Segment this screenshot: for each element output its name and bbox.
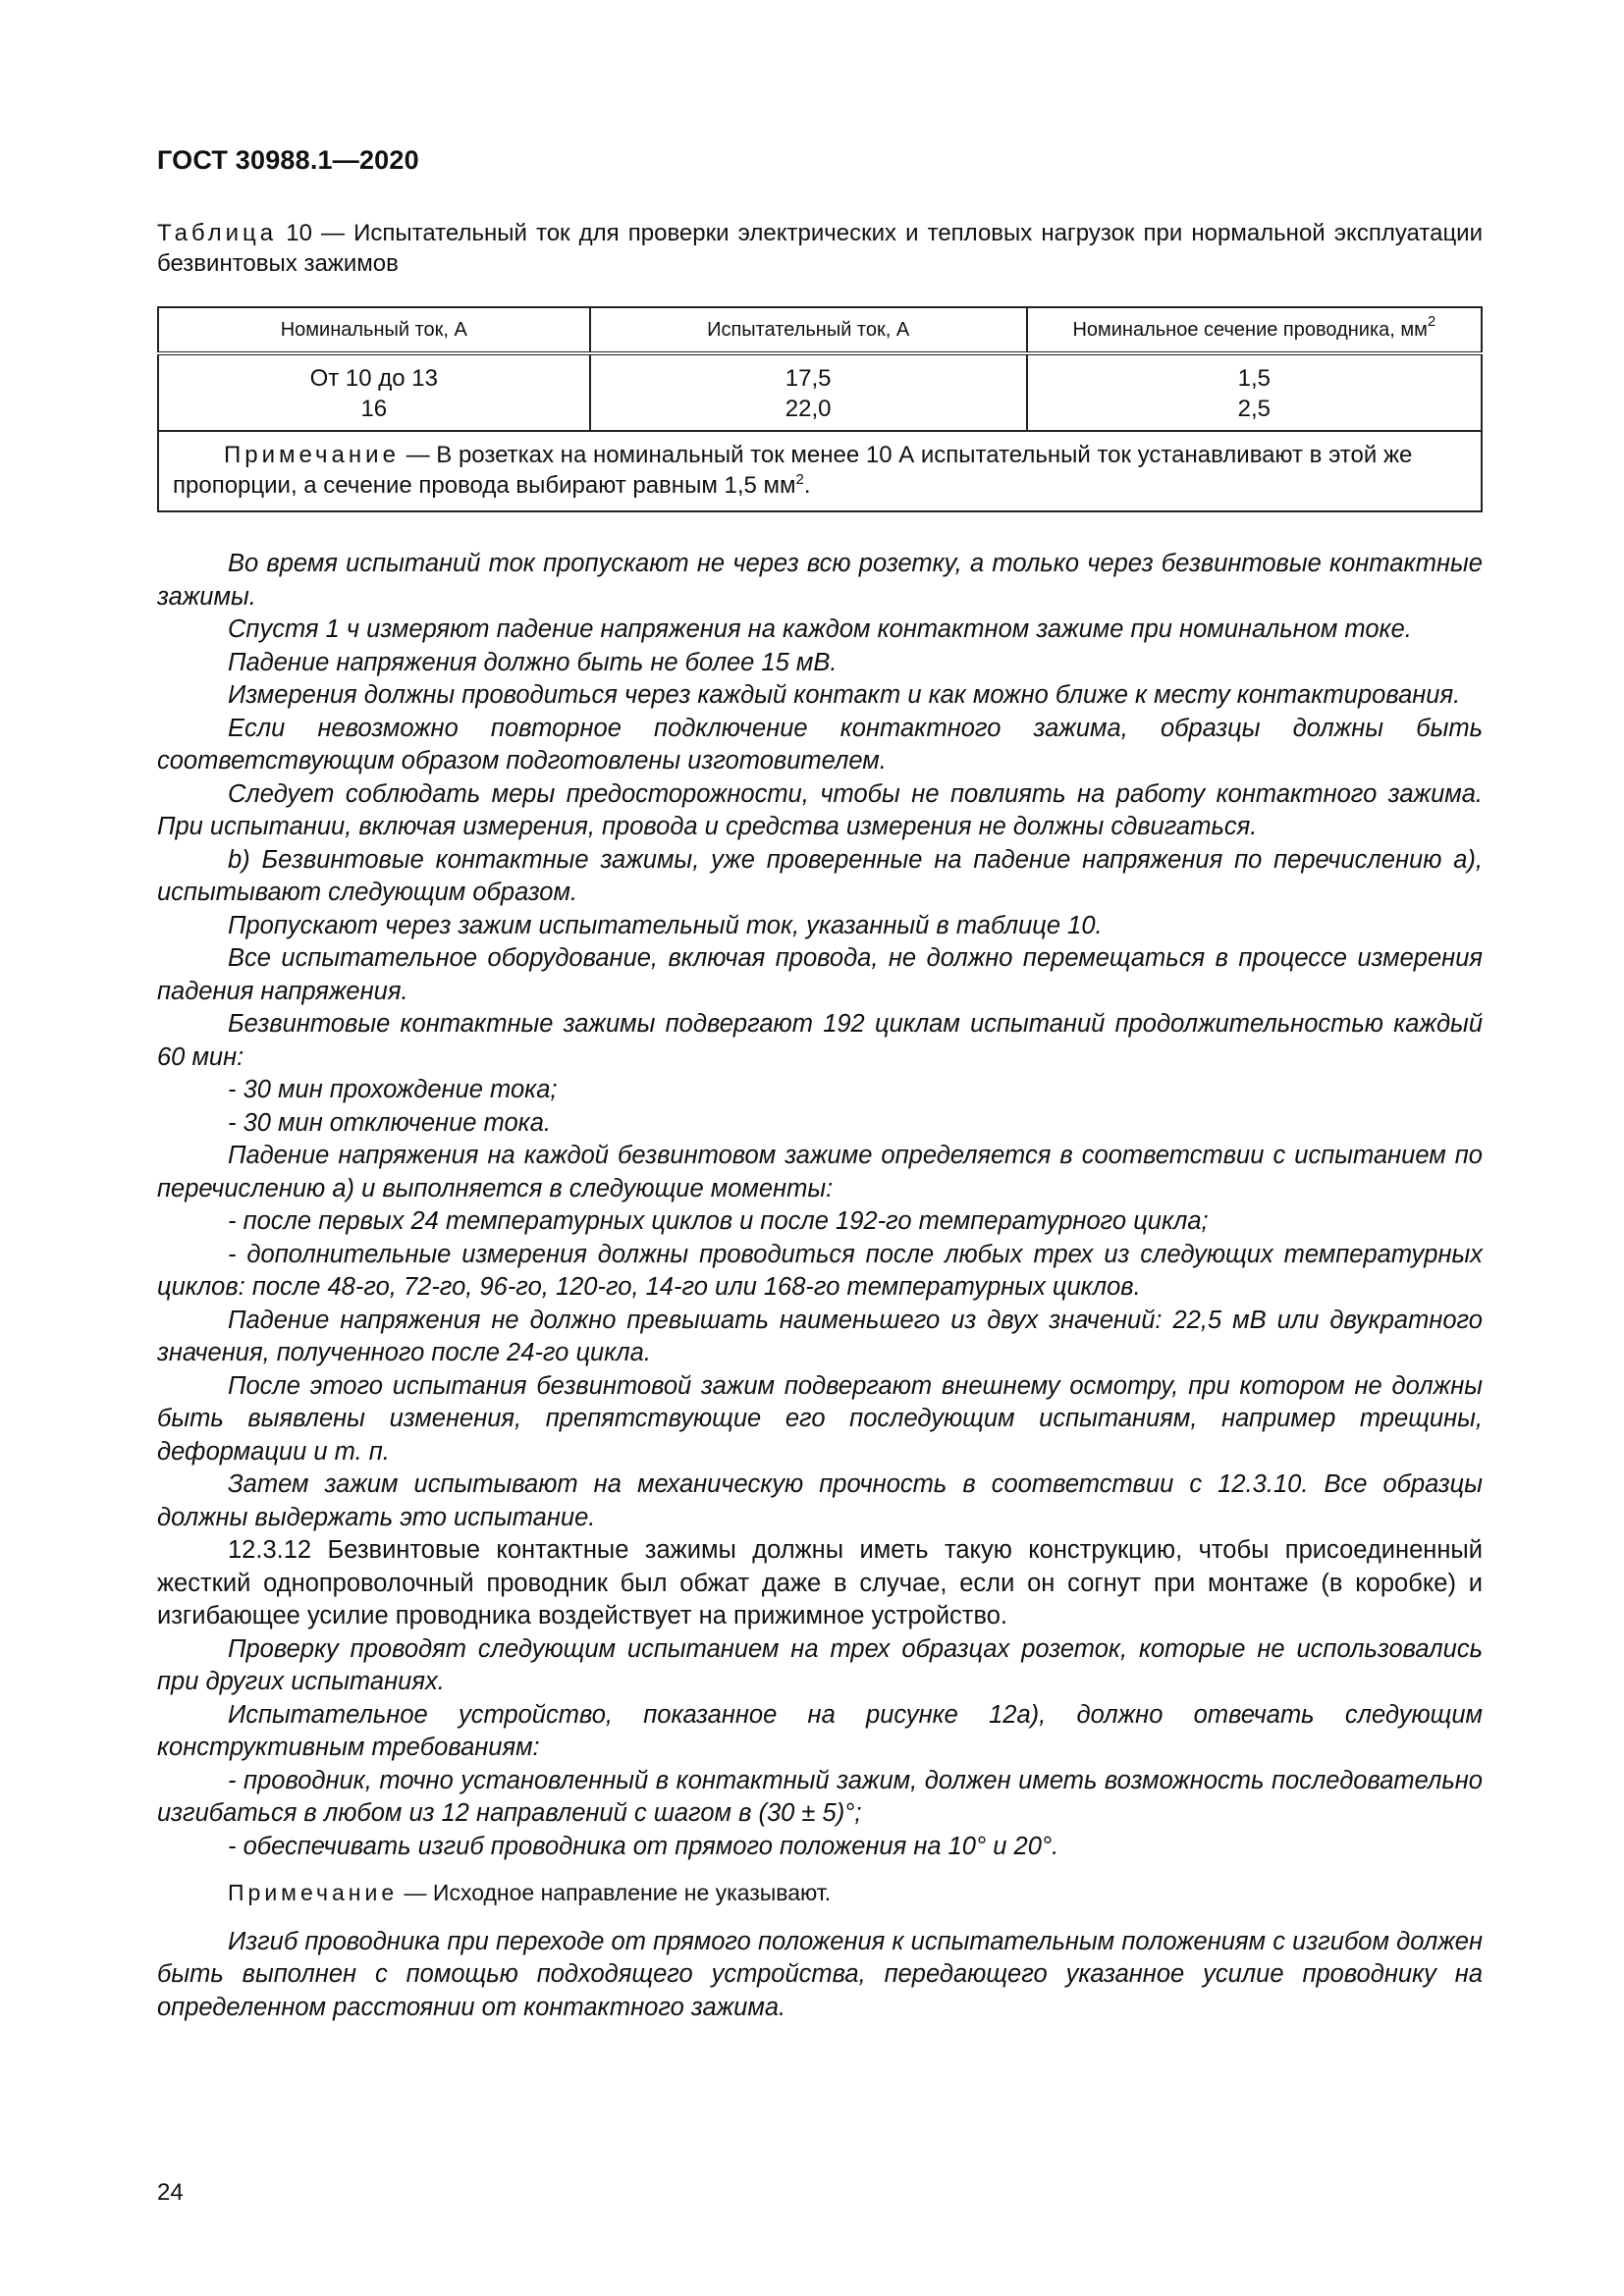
paragraph: Спустя 1 ч измеряют падение напряжения на каждом контактном зажиме при номинальном токе. <box>228 615 1412 643</box>
col-header-test-current: Испытательный ток, А <box>590 307 1027 353</box>
paragraph: Все испытательное оборудование, включая провода, не должно перемещаться в процессе измерения падения напряжения. <box>157 944 1483 1005</box>
paragraph: Проверку проводят следующим испытанием на трех образцах розеток, которые не использовались при других испытаниях. <box>157 1634 1483 1695</box>
table-note-text: — В розетках на номинальный ток менее 10 А испытательный ток устанавливают в этой же пропорции, а сечение провода выбирают равным 1,5 мм <box>173 442 1413 499</box>
paragraph: Падение напряжения на каждой безвинтовом зажиме определяется в соответствии с испытанием по перечислению а) и выполняется в следующие моменты: <box>157 1142 1483 1202</box>
table-cell: 17,5 <box>785 365 832 392</box>
table-header-row <box>158 307 1482 353</box>
table-cell: 2,5 <box>1237 396 1272 422</box>
table-caption-text: 10 — Испытательный ток для проверки электрических и тепловых нагрузок при нормальной эксплуатации безвинтовых зажимов <box>157 220 1483 277</box>
col-header-cross-section-text: Номинальное сечение проводника, мм <box>1072 318 1428 341</box>
col-header-cross-section-sup: 2 <box>1427 312 1436 330</box>
table-cell: 16 <box>360 396 388 422</box>
table-note-row <box>158 431 1482 511</box>
cell-cross-section <box>1027 353 1482 431</box>
col-header-cross-section <box>1027 307 1482 353</box>
table-caption-label: Таблица <box>157 220 278 246</box>
paragraph: Затем зажим испытывают на механическую прочность в соответствии с 12.3.10. Все образцы должны выдержать это испытание. <box>157 1470 1483 1531</box>
note-paragraph <box>157 1877 1483 1910</box>
list-item: - проводник, точно установленный в контактный зажим, должен иметь возможность последовательно изгибаться в любом из 12 направлений с шагом в (30 ± 5)°; <box>157 1766 1483 1827</box>
table-note-label: Примечание <box>224 442 400 468</box>
table-note-end: . <box>803 472 811 499</box>
paragraph: Измерения должны проводиться через каждый контакт и как можно ближе к месту контактирования. <box>228 681 1461 709</box>
table-cell: 22,0 <box>785 396 832 422</box>
paragraph: Испытательное устройство, показанное на рисунке 12а), должно отвечать следующим конструктивным требованиям: <box>157 1700 1483 1761</box>
col-header-rated-current: Номинальный ток, А <box>158 307 590 353</box>
table-caption <box>157 218 1483 279</box>
note-label: Примечание <box>228 1880 399 1905</box>
clause-12-3-12: 12.3.12 Безвинтовые контактные зажимы должны иметь такую конструкцию, чтобы присоединенный жесткий однопроволочный проводник был обжат даже в случае, если он согнут при монтаже (в коробке) и изгибающее усилие проводника воздействует на прижимное устройство. <box>157 1536 1483 1629</box>
note-text: — Исходное направление не указывают. <box>404 1880 832 1905</box>
table-note <box>158 431 1482 511</box>
paragraph: После этого испытания безвинтовой зажим подвергают внешнему осмотру, при котором не должны быть выявлены изменения, препятствующие его последующим испытаниям, например трещины, деформации и т. п. <box>157 1371 1483 1466</box>
document-code: ГОСТ 30988.1—2020 <box>157 145 419 175</box>
paragraph: Во время испытаний ток пропускают не через всю розетку, а только через безвинтовые контактные зажимы. <box>157 550 1483 611</box>
paragraph: Если невозможно повторное подключение контактного зажима, образцы должны быть соответствующим образом подготовлены изготовителем. <box>157 714 1483 774</box>
list-item: - 30 мин отключение тока. <box>228 1108 551 1137</box>
test-current-table <box>157 306 1483 512</box>
list-item: - обеспечивать изгиб проводника от прямого положения на 10° и 20°. <box>228 1832 1059 1860</box>
paragraph: Пропускают через зажим испытательный ток, указанный в таблице 10. <box>228 911 1103 939</box>
table-note-sup: 2 <box>795 471 804 488</box>
table-body-row <box>158 353 1482 431</box>
list-item: - дополнительные измерения должны проводиться после любых трех из следующих температурных циклов: после 48-го, 72-го, 96-го, 120-го, 14-го или 168-го температурных циклов. <box>157 1240 1483 1301</box>
list-item: - после первых 24 температурных циклов и после 192-го температурного цикла; <box>228 1207 1209 1235</box>
page-number: 24 <box>157 2179 184 2206</box>
paragraph: Падение напряжения не должно превышать наименьшего из двух значений: 22,5 мВ или двукратного значения, полученного после 24-го цикла. <box>157 1306 1483 1366</box>
paragraph: Падение напряжения должно быть не более 15 мВ. <box>228 648 838 676</box>
cell-rated-current <box>158 353 590 431</box>
main-text <box>157 548 1483 2024</box>
paragraph: Следует соблюдать меры предосторожности, чтобы не повлиять на работу контактного зажима. При испытании, включая измерения, провода и средства измерения не должны сдвигаться. <box>157 779 1483 840</box>
paragraph: Изгиб проводника при переходе от прямого положения к испытательным положениям с изгибом должен быть выполнен с помощью подходящего устройства, передающего указанное усилие проводнику на определенном расстоянии от контактного зажима. <box>157 1927 1483 2021</box>
paragraph: Безвинтовые контактные зажимы подвергают 192 циклам испытаний продолжительностью каждый 60 мин: <box>157 1010 1483 1071</box>
cell-test-current <box>590 353 1027 431</box>
list-item: - 30 мин прохождение тока; <box>228 1076 558 1103</box>
table-cell: От 10 до 13 <box>309 365 438 392</box>
paragraph: b) Безвинтовые контактные зажимы, уже проверенные на падение напряжения по перечислению а), испытывают следующим образом. <box>157 845 1483 906</box>
table-cell: 1,5 <box>1237 365 1272 392</box>
